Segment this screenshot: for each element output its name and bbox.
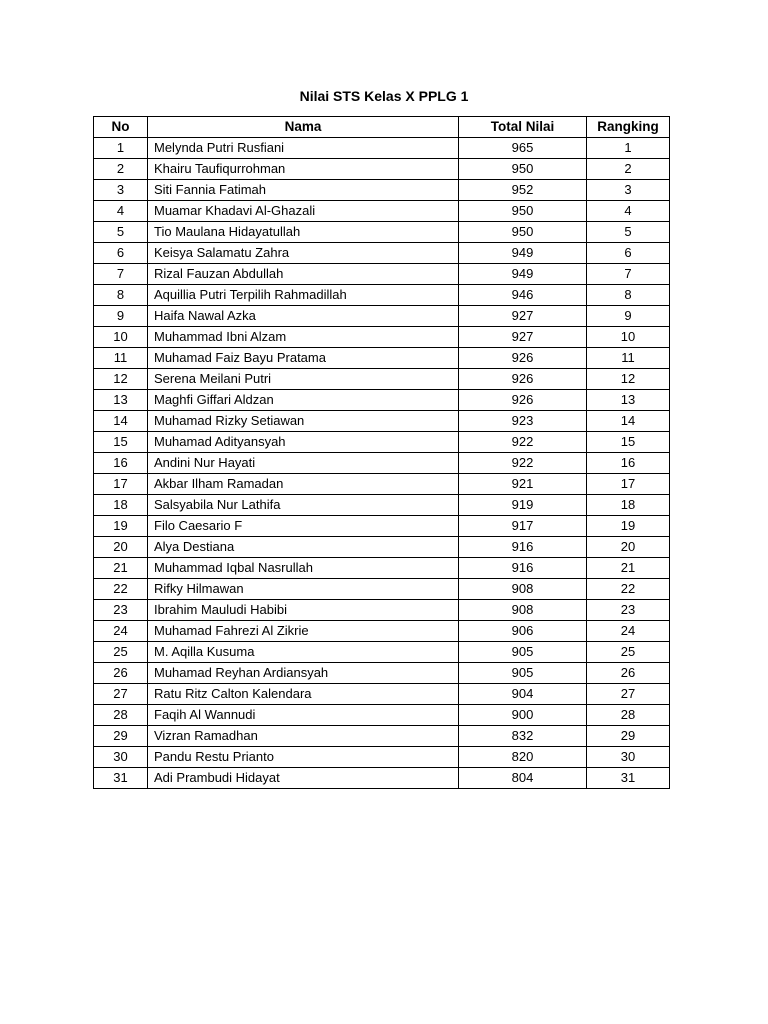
cell-total: 906 bbox=[459, 621, 587, 642]
cell-rank: 10 bbox=[587, 327, 670, 348]
table-row bbox=[94, 348, 670, 369]
cell-no: 18 bbox=[94, 495, 148, 516]
cell-name: M. Aqilla Kusuma bbox=[148, 642, 459, 663]
cell-total: 921 bbox=[459, 474, 587, 495]
cell-rank: 29 bbox=[587, 726, 670, 747]
cell-total: 916 bbox=[459, 558, 587, 579]
cell-rank: 7 bbox=[587, 264, 670, 285]
cell-no: 16 bbox=[94, 453, 148, 474]
table-row bbox=[94, 432, 670, 453]
cell-name: Muhamad Fahrezi Al Zikrie bbox=[148, 621, 459, 642]
cell-no: 6 bbox=[94, 243, 148, 264]
cell-total: 832 bbox=[459, 726, 587, 747]
cell-total: 908 bbox=[459, 579, 587, 600]
cell-rank: 20 bbox=[587, 537, 670, 558]
table-row bbox=[94, 180, 670, 201]
cell-rank: 30 bbox=[587, 747, 670, 768]
cell-no: 11 bbox=[94, 348, 148, 369]
cell-rank: 1 bbox=[587, 138, 670, 159]
cell-name: Rizal Fauzan Abdullah bbox=[148, 264, 459, 285]
column-header-total: Total Nilai bbox=[459, 117, 587, 138]
cell-name: Salsyabila Nur Lathifa bbox=[148, 495, 459, 516]
cell-rank: 13 bbox=[587, 390, 670, 411]
cell-name: Aquillia Putri Terpilih Rahmadillah bbox=[148, 285, 459, 306]
cell-name: Siti Fannia Fatimah bbox=[148, 180, 459, 201]
cell-name: Vizran Ramadhan bbox=[148, 726, 459, 747]
cell-rank: 4 bbox=[587, 201, 670, 222]
cell-no: 27 bbox=[94, 684, 148, 705]
cell-no: 2 bbox=[94, 159, 148, 180]
table-row bbox=[94, 453, 670, 474]
cell-total: 965 bbox=[459, 138, 587, 159]
header-row bbox=[94, 117, 670, 138]
cell-no: 22 bbox=[94, 579, 148, 600]
table-row bbox=[94, 663, 670, 684]
cell-no: 3 bbox=[94, 180, 148, 201]
table-row bbox=[94, 201, 670, 222]
cell-rank: 12 bbox=[587, 369, 670, 390]
cell-rank: 19 bbox=[587, 516, 670, 537]
cell-total: 905 bbox=[459, 663, 587, 684]
cell-name: Muhamad Rizky Setiawan bbox=[148, 411, 459, 432]
table-row bbox=[94, 516, 670, 537]
cell-total: 820 bbox=[459, 747, 587, 768]
cell-total: 908 bbox=[459, 600, 587, 621]
table-row bbox=[94, 327, 670, 348]
cell-total: 905 bbox=[459, 642, 587, 663]
cell-rank: 9 bbox=[587, 306, 670, 327]
table-row bbox=[94, 558, 670, 579]
cell-name: Tio Maulana Hidayatullah bbox=[148, 222, 459, 243]
table-row bbox=[94, 726, 670, 747]
column-header-rank: Rangking bbox=[587, 117, 670, 138]
cell-name: Melynda Putri Rusfiani bbox=[148, 138, 459, 159]
cell-total: 949 bbox=[459, 243, 587, 264]
table-row bbox=[94, 411, 670, 432]
table-row bbox=[94, 369, 670, 390]
cell-no: 1 bbox=[94, 138, 148, 159]
cell-rank: 2 bbox=[587, 159, 670, 180]
cell-no: 20 bbox=[94, 537, 148, 558]
table-header bbox=[94, 117, 670, 138]
cell-name: Ibrahim Mauludi Habibi bbox=[148, 600, 459, 621]
cell-name: Faqih Al Wannudi bbox=[148, 705, 459, 726]
cell-name: Andini Nur Hayati bbox=[148, 453, 459, 474]
cell-total: 917 bbox=[459, 516, 587, 537]
cell-total: 922 bbox=[459, 432, 587, 453]
cell-name: Haifa Nawal Azka bbox=[148, 306, 459, 327]
cell-total: 946 bbox=[459, 285, 587, 306]
table-body bbox=[94, 138, 670, 789]
cell-rank: 3 bbox=[587, 180, 670, 201]
cell-rank: 14 bbox=[587, 411, 670, 432]
cell-name: Muhamad Reyhan Ardiansyah bbox=[148, 663, 459, 684]
cell-no: 26 bbox=[94, 663, 148, 684]
cell-no: 7 bbox=[94, 264, 148, 285]
cell-no: 12 bbox=[94, 369, 148, 390]
table-row bbox=[94, 306, 670, 327]
cell-name: Filo Caesario F bbox=[148, 516, 459, 537]
cell-rank: 31 bbox=[587, 768, 670, 789]
column-header-no: No bbox=[94, 117, 148, 138]
cell-no: 17 bbox=[94, 474, 148, 495]
cell-rank: 17 bbox=[587, 474, 670, 495]
table-row bbox=[94, 222, 670, 243]
cell-no: 23 bbox=[94, 600, 148, 621]
score-table bbox=[93, 116, 670, 789]
table-row bbox=[94, 621, 670, 642]
cell-total: 927 bbox=[459, 327, 587, 348]
cell-total: 904 bbox=[459, 684, 587, 705]
table-row bbox=[94, 243, 670, 264]
table-row bbox=[94, 705, 670, 726]
cell-no: 8 bbox=[94, 285, 148, 306]
cell-total: 916 bbox=[459, 537, 587, 558]
cell-no: 28 bbox=[94, 705, 148, 726]
column-header-name: Nama bbox=[148, 117, 459, 138]
cell-total: 922 bbox=[459, 453, 587, 474]
cell-no: 5 bbox=[94, 222, 148, 243]
cell-rank: 5 bbox=[587, 222, 670, 243]
cell-rank: 26 bbox=[587, 663, 670, 684]
table-row bbox=[94, 600, 670, 621]
cell-no: 9 bbox=[94, 306, 148, 327]
cell-rank: 11 bbox=[587, 348, 670, 369]
cell-rank: 25 bbox=[587, 642, 670, 663]
cell-no: 30 bbox=[94, 747, 148, 768]
cell-no: 24 bbox=[94, 621, 148, 642]
cell-no: 10 bbox=[94, 327, 148, 348]
table-row bbox=[94, 537, 670, 558]
table-row bbox=[94, 474, 670, 495]
cell-no: 15 bbox=[94, 432, 148, 453]
cell-no: 13 bbox=[94, 390, 148, 411]
table-row bbox=[94, 768, 670, 789]
table-row bbox=[94, 285, 670, 306]
table-row bbox=[94, 579, 670, 600]
cell-name: Alya Destiana bbox=[148, 537, 459, 558]
cell-name: Adi Prambudi Hidayat bbox=[148, 768, 459, 789]
cell-total: 952 bbox=[459, 180, 587, 201]
cell-no: 29 bbox=[94, 726, 148, 747]
table-row bbox=[94, 495, 670, 516]
cell-no: 25 bbox=[94, 642, 148, 663]
cell-total: 926 bbox=[459, 390, 587, 411]
cell-total: 926 bbox=[459, 348, 587, 369]
cell-name: Serena Meilani Putri bbox=[148, 369, 459, 390]
cell-name: Pandu Restu Prianto bbox=[148, 747, 459, 768]
cell-name: Muhamad Adityansyah bbox=[148, 432, 459, 453]
cell-rank: 27 bbox=[587, 684, 670, 705]
cell-name: Muhamad Faiz Bayu Pratama bbox=[148, 348, 459, 369]
cell-no: 31 bbox=[94, 768, 148, 789]
table-row bbox=[94, 747, 670, 768]
table-row bbox=[94, 390, 670, 411]
cell-name: Akbar Ilham Ramadan bbox=[148, 474, 459, 495]
table-row bbox=[94, 159, 670, 180]
cell-no: 21 bbox=[94, 558, 148, 579]
cell-total: 804 bbox=[459, 768, 587, 789]
cell-total: 900 bbox=[459, 705, 587, 726]
cell-total: 927 bbox=[459, 306, 587, 327]
cell-name: Muhammad Ibni Alzam bbox=[148, 327, 459, 348]
cell-no: 19 bbox=[94, 516, 148, 537]
cell-total: 950 bbox=[459, 159, 587, 180]
cell-name: Rifky Hilmawan bbox=[148, 579, 459, 600]
cell-total: 919 bbox=[459, 495, 587, 516]
cell-rank: 18 bbox=[587, 495, 670, 516]
cell-rank: 6 bbox=[587, 243, 670, 264]
cell-name: Ratu Ritz Calton Kalendara bbox=[148, 684, 459, 705]
cell-name: Muamar Khadavi Al-Ghazali bbox=[148, 201, 459, 222]
cell-name: Khairu Taufiqurrohman bbox=[148, 159, 459, 180]
cell-no: 14 bbox=[94, 411, 148, 432]
cell-total: 950 bbox=[459, 222, 587, 243]
cell-total: 926 bbox=[459, 369, 587, 390]
page-title: Nilai STS Kelas X PPLG 1 bbox=[299, 88, 469, 104]
cell-name: Maghfi Giffari Aldzan bbox=[148, 390, 459, 411]
cell-name: Keisya Salamatu Zahra bbox=[148, 243, 459, 264]
cell-rank: 23 bbox=[587, 600, 670, 621]
cell-rank: 16 bbox=[587, 453, 670, 474]
cell-rank: 24 bbox=[587, 621, 670, 642]
cell-no: 4 bbox=[94, 201, 148, 222]
table-row bbox=[94, 642, 670, 663]
table-row bbox=[94, 138, 670, 159]
cell-rank: 21 bbox=[587, 558, 670, 579]
cell-rank: 22 bbox=[587, 579, 670, 600]
cell-rank: 15 bbox=[587, 432, 670, 453]
cell-total: 923 bbox=[459, 411, 587, 432]
cell-name: Muhammad Iqbal Nasrullah bbox=[148, 558, 459, 579]
cell-total: 949 bbox=[459, 264, 587, 285]
table-row bbox=[94, 264, 670, 285]
cell-rank: 28 bbox=[587, 705, 670, 726]
table-row bbox=[94, 684, 670, 705]
cell-rank: 8 bbox=[587, 285, 670, 306]
cell-total: 950 bbox=[459, 201, 587, 222]
